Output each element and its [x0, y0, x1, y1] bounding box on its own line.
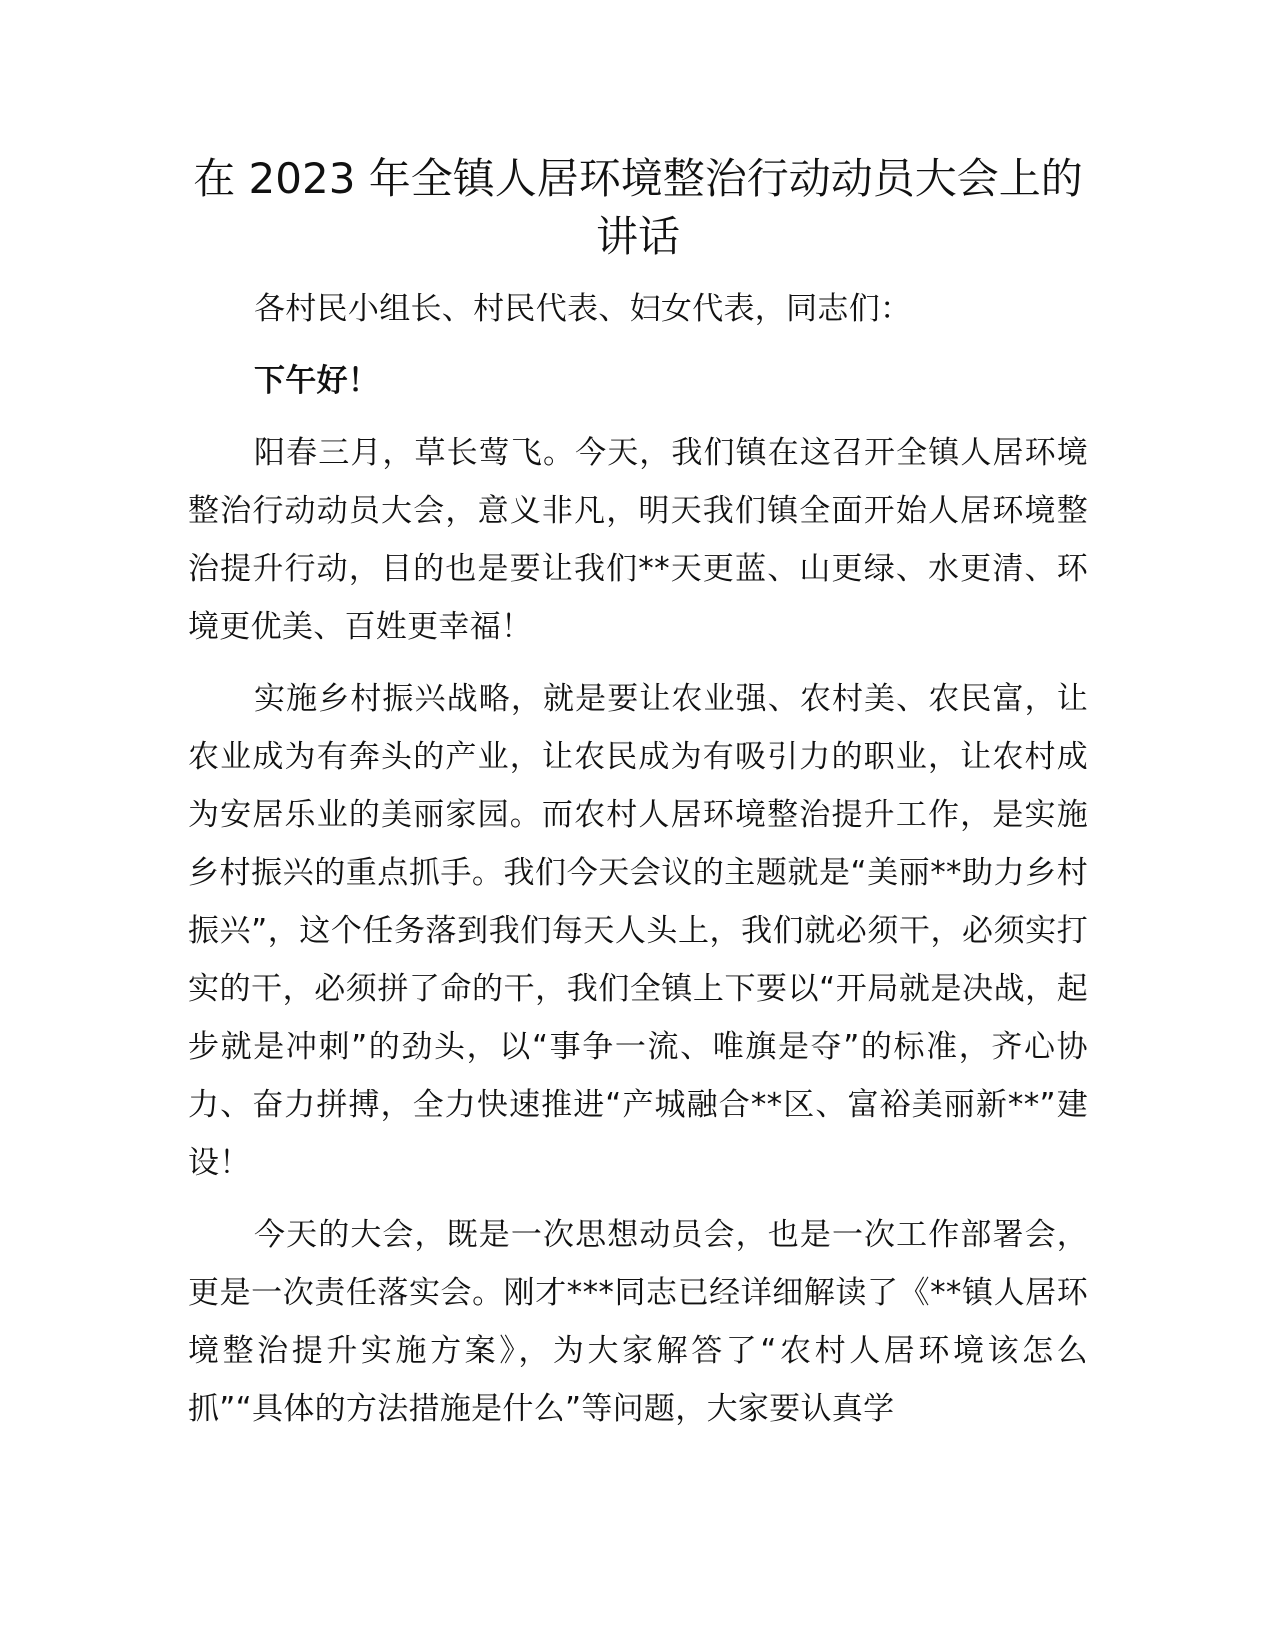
paragraph-2: 实施乡村振兴战略，就是要让农业强、农村美、农民富，让农业成为有奔头的产业，让农民成为有吸引力的职业，让农村成为安居乐业的美丽家园。而农村人居环境整治提升工作，是实施乡村振兴的重点抓手。我们今天会议的主题就是“美丽**助力乡村振兴”，这个任务落到我们每天人头上，我们就必须干，必须实打实的干，必须拼了命的干，我们全镇上下要以“开局就是决战，起步就是冲刺”的劲头，以“事争一流、唯旗是夺”的标准，齐心协力、奋力拼搏，全力快速推进“产城融合**区、富裕美丽新**”建设！: [188, 681, 1088, 1181]
greeting: 下午好！: [254, 363, 380, 399]
paragraph-1: 阳春三月，草长莺飞。今天，我们镇在这召开全镇人居环境整治行动动员大会，意义非凡，明天我们镇全面开始人居环境整治提升行动，目的也是要让我们**天更蓝、山更绿、水更清、环境更优美、百姓更幸福！: [188, 435, 1088, 645]
salutation: 各村民小组长、村民代表、妇女代表，同志们：: [254, 291, 912, 327]
paragraph-3: 今天的大会，既是一次思想动员会，也是一次工作部署会，更是一次责任落实会。刚才***同志已经详细解读了《**镇人居环境整治提升实施方案》，为大家解答了“农村人居环境该怎么抓”“具体的方法措施是什么”等问题，大家要认真学: [188, 1217, 1088, 1427]
document-title: 在 2023 年全镇人居环境整治行动动员大会上的讲话: [193, 154, 1083, 261]
document-body: [188, 150, 1088, 1452]
